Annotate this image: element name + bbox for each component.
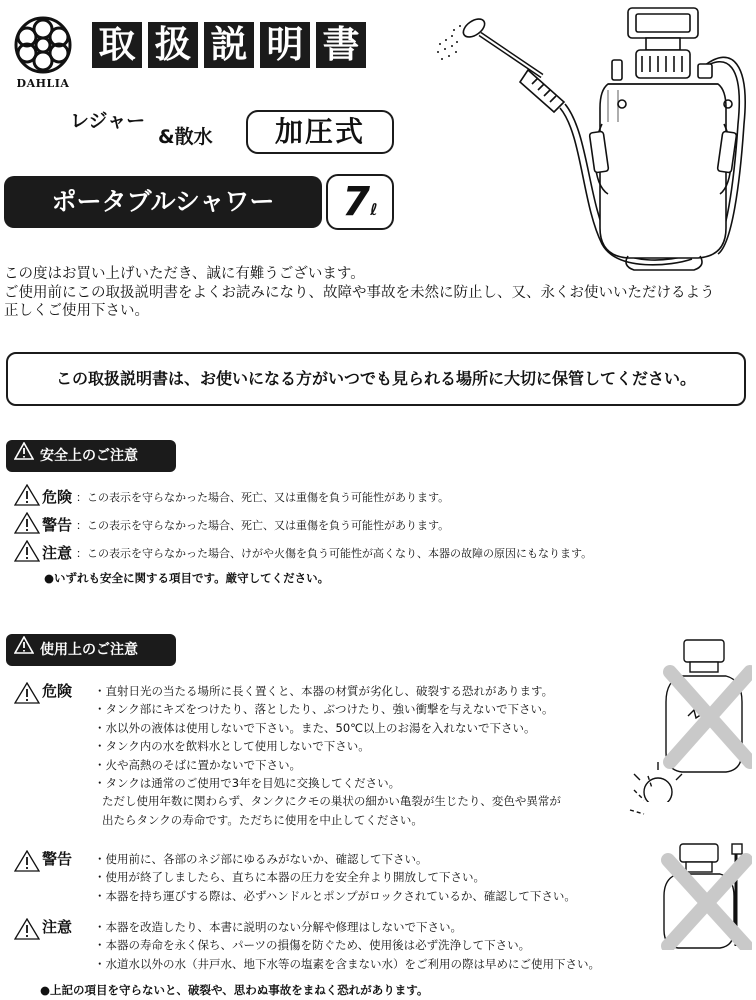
usage-caution-block xyxy=(14,918,600,973)
legend-label: 危険 xyxy=(42,488,73,506)
legend-row-caution xyxy=(14,540,592,565)
intro-text xyxy=(4,265,754,321)
tank-carry-warning-illustration xyxy=(628,770,752,950)
legend-row-warning xyxy=(14,512,449,537)
legend-text: ：この表示を守らなかった場合、けがや火傷を負う可能性が高くなり、本器の故障の原因にもなります。 xyxy=(76,546,593,560)
sprayer-illustration xyxy=(432,4,752,279)
usage-label xyxy=(14,918,94,973)
subtitle-sanbun: &散水 xyxy=(158,126,213,148)
warning-triangle-icon xyxy=(14,484,40,509)
usage-warning-block xyxy=(14,850,576,905)
list-item: ・使用前に、各部のネジ部にゆるみがないか、確認して下さい。 xyxy=(94,852,428,866)
usage-section-heading xyxy=(6,634,176,666)
list-item: ただし使用年数に関わらず、タンクにクモの巣状の細かい亀裂が生じたり、変色や異常が xyxy=(102,794,561,809)
title-char: 書 xyxy=(316,22,366,68)
list-item: ・タンク部にキズをつけたり、落としたり、ぶつけたり、強い衝撃を与えないで下さい。 xyxy=(94,702,554,717)
list-item: 出たらタンクの寿命です。ただちに使用を中止してください。 xyxy=(102,812,423,827)
list-item: ・使用が終了しましたら、直ちに本器の圧力を安全弁より開放して下さい。 xyxy=(94,870,485,885)
subtitle-leisure: レジャー xyxy=(70,110,146,132)
warning-triangle-icon xyxy=(14,540,40,565)
dahlia-logo xyxy=(10,14,76,104)
list-item: ・水道水以外の水（井戸水、地下水等の塩素を含まない水）をご利用の際は早めにご使用下さい。 xyxy=(94,956,600,971)
capacity-number: 7 xyxy=(342,179,371,225)
list-item: ・本器を改造したり、本書に説明のない分解や修理はしないで下さい。 xyxy=(94,920,462,934)
safety-heading-text: 安全上のご注意 xyxy=(40,448,138,464)
legend-row-danger xyxy=(14,484,449,509)
safety-section-heading xyxy=(6,440,176,472)
title-char: 明 xyxy=(260,22,310,68)
intro-line: この度はお買い上げいただき、誠に有難うございます。 xyxy=(4,266,365,282)
capacity-unit: ℓ xyxy=(370,200,378,219)
warning-triangle-icon xyxy=(14,634,34,666)
title-char: 説 xyxy=(204,22,254,68)
usage-danger-list xyxy=(94,682,561,829)
usage-danger-block xyxy=(14,682,561,829)
legend-text: ：この表示を守らなかった場合、死亡、又は重傷を負う可能性があります。 xyxy=(76,490,450,504)
usage-label-text: 危険 xyxy=(42,682,73,700)
list-item: ・タンクは通常のご使用で3年を目処に交換してください。 xyxy=(94,776,401,791)
warning-triangle-icon xyxy=(14,440,34,472)
safety-note: ●いずれも安全に関する項目です。厳守してください。 xyxy=(44,571,330,585)
list-item: ・火や高熱のそばに置かないで下さい。 xyxy=(94,757,301,772)
list-item: ・タンク内の水を飲料水として使用しないで下さい。 xyxy=(94,739,370,754)
warning-triangle-icon xyxy=(14,850,40,876)
usage-label xyxy=(14,850,94,905)
usage-label-text: 警告 xyxy=(42,850,73,868)
usage-label xyxy=(14,682,94,829)
dahlia-flower-icon xyxy=(10,14,76,76)
manual-title xyxy=(92,22,366,68)
usage-heading-text: 使用上のご注意 xyxy=(40,642,138,658)
brand-name: DAHLIA xyxy=(16,77,70,90)
capacity-badge xyxy=(326,174,394,230)
list-item: ・直射日光の当たる場所に長く置くと、本器の材質が劣化し、破裂する恐れがあります。 xyxy=(94,684,554,698)
warning-triangle-icon xyxy=(14,918,40,944)
legend-text: ：この表示を守らなかった場合、死亡、又は重傷を負う可能性があります。 xyxy=(76,518,450,532)
intro-line: ご使用前にこの取扱説明書をよくお読みになり、故障や事故を未然に防止し、又、永くお使いいただけるよう xyxy=(4,284,715,301)
legend-label: 警告 xyxy=(42,516,73,534)
final-warning-note: ●上記の項目を守らないと、破裂や、思わぬ事故をまねく恐れがあります。 xyxy=(40,983,429,997)
list-item: ・本器を持ち運びする際は、必ずハンドルとポンプがロックされているか、確認して下さい。 xyxy=(94,888,576,903)
legend-label: 注意 xyxy=(42,544,73,562)
title-char: 扱 xyxy=(148,22,198,68)
warning-triangle-icon xyxy=(14,682,40,708)
intro-line: 正しくご使用下さい。 xyxy=(4,303,149,319)
product-name-banner: ポータブルシャワー xyxy=(4,176,322,228)
storage-notice: この取扱説明書は、お使いになる方がいつでも見られる場所に大切に保管してください。 xyxy=(6,352,746,406)
warning-triangle-icon xyxy=(14,512,40,537)
usage-caution-list xyxy=(94,918,600,973)
list-item: ・水以外の液体は使用しないで下さい。また、50℃以上のお湯を入れないで下さい。 xyxy=(94,720,536,735)
title-char: 取 xyxy=(92,22,142,68)
pressure-type-badge: 加圧式 xyxy=(246,110,394,154)
usage-label-text: 注意 xyxy=(42,918,73,936)
usage-warning-list xyxy=(94,850,576,905)
list-item: ・本器の寿命を永く保ち、パーツの損傷を防ぐため、使用後は必ず洗浄して下さい。 xyxy=(94,938,531,953)
